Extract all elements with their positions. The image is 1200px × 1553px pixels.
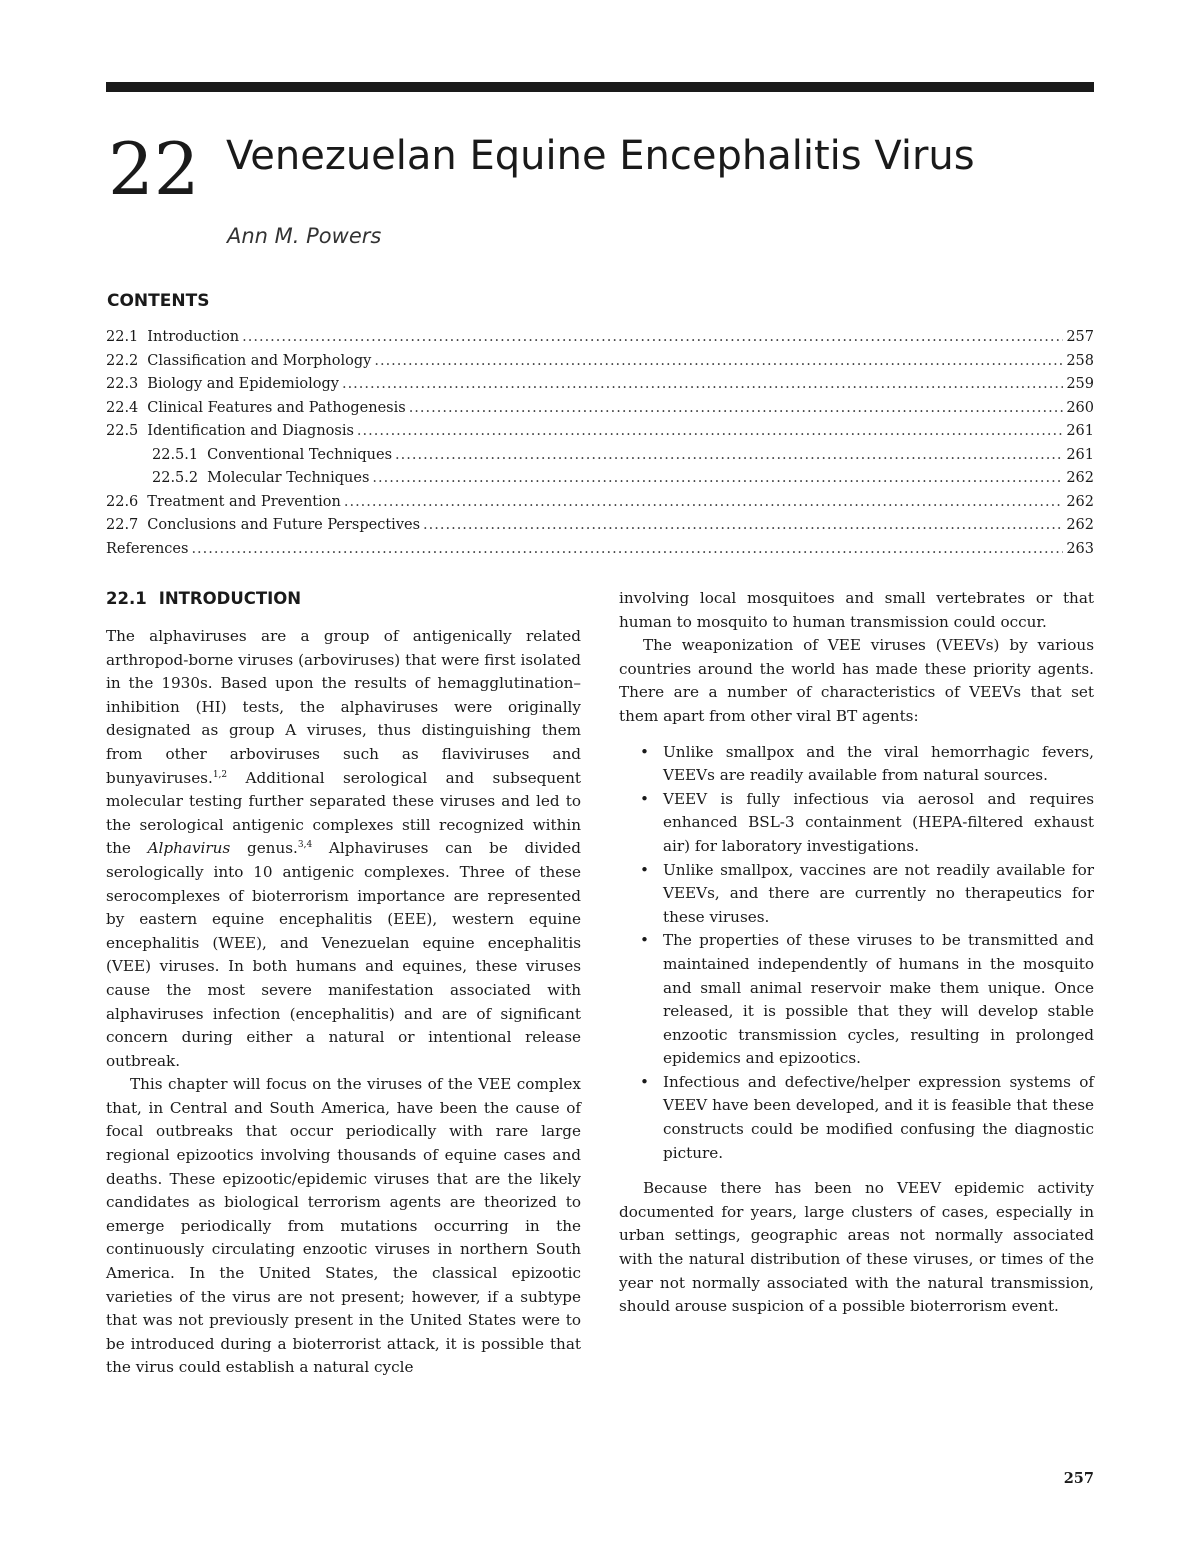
section-title: INTRODUCTION (158, 589, 302, 608)
section-number: 22.1 (106, 589, 147, 608)
chapter-author: Ann M. Powers (227, 224, 382, 248)
chapter-number: 22 (108, 127, 200, 211)
toc-leader (344, 491, 1063, 515)
toc-page: 262 (1066, 517, 1094, 533)
list-item: • Unlike smallpox, vaccines are not readily available for VEEVs, and there are currently no therapeutics for these viruses. (619, 859, 1094, 930)
toc-entry[interactable] (106, 420, 1094, 444)
toc-entry[interactable] (106, 326, 1094, 350)
citation[interactable]: 1,2 (212, 769, 228, 780)
toc-leader (242, 326, 1063, 350)
contents-heading: CONTENTS (107, 291, 210, 311)
toc-page: 257 (1066, 329, 1094, 345)
toc-leader (374, 350, 1063, 374)
toc-label: Identification and Diagnosis (147, 423, 354, 439)
toc-page: 259 (1066, 376, 1094, 392)
toc-label: Clinical Features and Pathogenesis (147, 399, 406, 416)
toc-number: 22.4 (106, 399, 139, 416)
toc-leader (409, 397, 1064, 421)
toc-number: 22.5.1 (152, 446, 199, 463)
toc-label: References (106, 540, 189, 557)
toc-label: Conclusions and Future Perspectives (147, 517, 421, 533)
toc-page: 261 (1066, 423, 1094, 439)
toc-entry[interactable] (106, 350, 1094, 374)
toc-entry[interactable] (106, 491, 1094, 515)
toc-number: 22.3 (106, 376, 139, 392)
toc-page: 262 (1066, 493, 1094, 510)
paragraph: The weaponization of VEE viruses (VEEVs) by various countries around the world has made these priority agents. There are a number of characteristics of VEEVs that set them apart from other viral BT agents: (619, 636, 1094, 725)
list-item: • Infectious and defective/helper expression systems of VEEV have been developed, and it is feasible that these constructs could be modified confusing the diagnostic picture. (619, 1071, 1094, 1165)
toc-number: 22.1 (106, 329, 139, 345)
toc-entry[interactable] (106, 373, 1094, 397)
list-item: • The properties of these viruses to be transmitted and maintained independently of humans in the mosquito and small animal reservoir make them unique. Once released, it is possible that they will develop stable enzootic transmission cycles, resulting in prolonged epidemics and epizootics. (619, 929, 1094, 1071)
toc-page: 260 (1066, 399, 1094, 416)
toc-leader (395, 444, 1063, 468)
toc-label: Introduction (147, 329, 240, 345)
toc-entry[interactable] (106, 444, 1094, 468)
toc-leader (372, 467, 1063, 491)
paragraph: This chapter will focus on the viruses of the VEE complex that, in Central and South America, have been the cause of focal outbreaks that occur periodically with rare large regional epizootics involving thousands of equine cases and deaths. These epizootic/epidemic viruses that are the likely candidates as biological terrorism agents are theorized to emerge periodically from mutations occurring in the continuously circulating enzootic viruses in northern South America. In the United States, the classical epizootic varieties of the virus are not present; however, if a subtype that was not previously present in the United States were to be introduced during a bioterrorist attack, it is possible that the virus could establish a natural cycle (106, 1075, 581, 1377)
bullet-list (619, 741, 1094, 1166)
toc-label: Conventional Techniques (207, 446, 393, 463)
toc-page: 263 (1066, 540, 1094, 557)
left-column (106, 587, 581, 1380)
toc-number: 22.5 (106, 423, 139, 439)
paragraph: involving local mosquitoes and small vertebrates or that human to mosquito to human transmission could occur. (619, 589, 1094, 631)
toc-leader (342, 373, 1063, 397)
table-of-contents (106, 326, 1094, 561)
list-item: • Unlike smallpox and the viral hemorrhagic fevers, VEEVs are readily available from natural sources. (619, 741, 1094, 788)
toc-page: 258 (1066, 352, 1094, 369)
toc-label: Biology and Epidemiology (147, 376, 339, 392)
toc-entry[interactable] (106, 538, 1094, 562)
list-item: • VEEV is fully infectious via aerosol and requires enhanced BSL-3 containment (HEPA-filtered exhaust air) for laboratory investigations. (619, 788, 1094, 859)
toc-label: Treatment and Prevention (147, 493, 341, 510)
top-rule (106, 82, 1094, 92)
toc-leader (191, 538, 1063, 562)
toc-number: 22.2 (106, 352, 139, 369)
toc-leader (357, 420, 1063, 444)
toc-leader (423, 514, 1063, 538)
toc-number: 22.5.2 (152, 470, 199, 486)
toc-page: 262 (1066, 470, 1094, 486)
toc-page: 261 (1066, 446, 1094, 463)
paragraph: Because there has been no VEEV epidemic activity documented for years, large clusters of cases, especially in urban settings, geographic areas not normally associated with the natural distribution of these viruses, or times of the year not normally associated with the natural transmission, should arouse suspicion of a possible bioterrorism event. (619, 1179, 1094, 1316)
toc-entry[interactable] (106, 514, 1094, 538)
toc-number: 22.7 (106, 517, 139, 533)
toc-entry[interactable] (106, 467, 1094, 491)
toc-label: Molecular Techniques (207, 470, 370, 486)
toc-label: Classification and Morphology (147, 352, 372, 369)
citation[interactable]: 3,4 (297, 840, 313, 851)
right-column (619, 587, 1094, 1319)
section-heading (106, 587, 581, 611)
page-number: 257 (1063, 1470, 1094, 1487)
chapter-title: Venezuelan Equine Encephalitis Virus (226, 133, 975, 179)
toc-number: 22.6 (106, 493, 139, 510)
paragraph: The alphaviruses are a group of antigenically related arthropod-borne viruses (arboviruses) that were first isolated in the 1930s. Based upon the results of hemagglutination–inhibition (HI) tests, the alphaviruses were originally designated as group A viruses, thus distinguishing them from other arboviruses such as flaviviruses and bunyaviruses.$^{1,2}$ Additional serological and subsequent molecular testing further separated these viruses and led to the serological antigenic complexes still recognized within the Alphavirus genus.$^{3,4}$ Alphaviruses can be divided serologically into 10 antigenic complexes. Three of these serocomplexes of bioterrorism importance are represented by eastern equine encephalitis (EEE), western equine encephalitis (WEE), and Venezuelan equine encephalitis (VEE) viruses. In both humans and equines, these viruses cause the most severe manifestation associated with alphaviruses infection (encephalitis) and are of significant concern during either a natural or intentional release outbreak. (106, 627, 582, 1070)
genus-name: Alphavirus (147, 839, 231, 858)
toc-entry[interactable] (106, 397, 1094, 421)
